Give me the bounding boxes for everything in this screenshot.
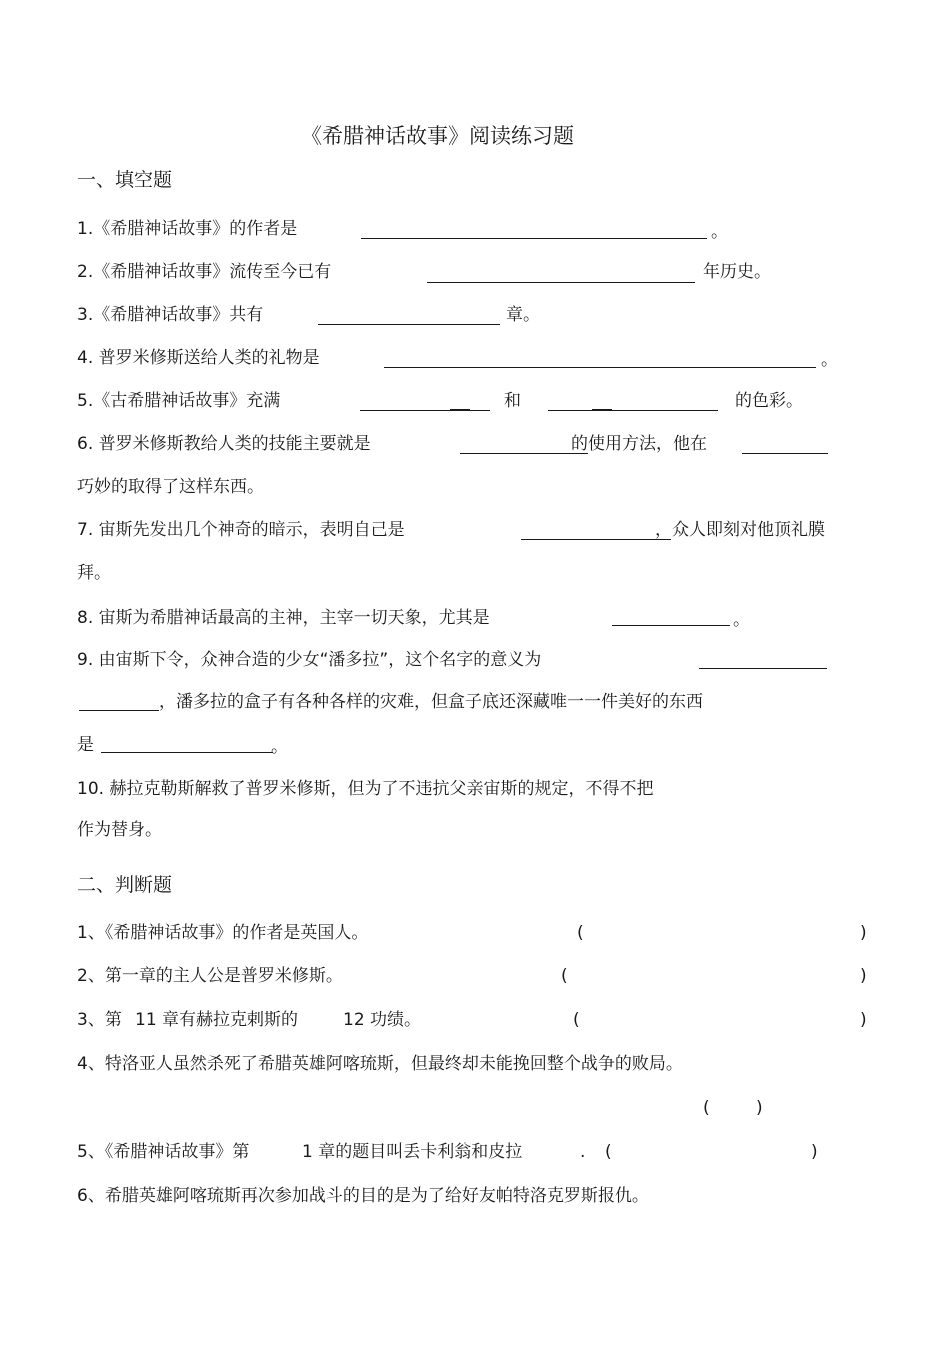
q4-text: 4. 普罗米修斯送给人类的礼物是 bbox=[77, 348, 320, 368]
q8-text: 8. 宙斯为希腊神话最高的主神，主宰一切天象，尤其是 bbox=[77, 608, 490, 628]
q1-end: 。 bbox=[711, 222, 728, 242]
q7-cont: 拜。 bbox=[77, 563, 111, 583]
q9-blank-1a[interactable] bbox=[699, 668, 827, 669]
tf5-text-b: 1 章的题目叫丢卡利翁和皮拉 bbox=[302, 1142, 523, 1162]
q9-mid: ，潘多拉的盒子有各种各样的灾难，但盒子底还深藏唯一一件美好的东西 bbox=[159, 692, 703, 712]
q9-blank-2[interactable] bbox=[101, 752, 273, 753]
tf6-text: 6、希腊英雄阿喀琉斯再次参加战斗的目的是为了给好友帕特洛克罗斯报仇。 bbox=[77, 1186, 649, 1206]
q10-cont: 作为替身。 bbox=[77, 820, 162, 840]
q3-blank[interactable] bbox=[318, 324, 500, 325]
tf4-text: 4、特洛亚人虽然杀死了希腊英雄阿喀琉斯，但最终却未能挽回整个战争的败局。 bbox=[77, 1054, 683, 1074]
tf2-text: 2、第一章的主人公是普罗米修斯。 bbox=[77, 966, 343, 986]
q2-end: 年历史。 bbox=[703, 262, 771, 282]
tf3-paren-close[interactable]: ) bbox=[860, 1010, 867, 1030]
q4-end: 。 bbox=[821, 350, 838, 370]
q6-mid: 的使用方法，他在 bbox=[571, 434, 707, 454]
q10-text: 10. 赫拉克勒斯解救了普罗米修斯，但为了不违抗父亲宙斯的规定，不得不把 bbox=[77, 779, 654, 799]
tf4-paren-open[interactable]: ( bbox=[703, 1098, 710, 1118]
q7-text: 7. 宙斯先发出几个神奇的暗示，表明自己是 bbox=[77, 520, 405, 540]
section-heading-fill-in: 一、填空题 bbox=[77, 169, 173, 191]
tf5-text-c: . bbox=[580, 1142, 586, 1162]
q3-end: 章。 bbox=[506, 305, 540, 325]
tf1-paren-open[interactable]: ( bbox=[577, 923, 584, 943]
q8-end: 。 bbox=[733, 610, 750, 630]
q5-end: 的色彩。 bbox=[735, 391, 803, 411]
q9-end: 。 bbox=[271, 737, 288, 757]
q5-mid: 和 bbox=[504, 391, 521, 411]
tf4-paren-close[interactable]: ) bbox=[756, 1098, 763, 1118]
page-title: 《希腊神话故事》阅读练习题 bbox=[301, 124, 574, 148]
q6-cont: 巧妙的取得了这样东西。 bbox=[77, 477, 264, 497]
q2-blank[interactable] bbox=[427, 282, 695, 283]
q7-mid: ，众人即刻对他顶礼膜 bbox=[655, 520, 825, 540]
tf3-text-a: 3、第 bbox=[77, 1010, 122, 1030]
tf2-paren-open[interactable]: ( bbox=[561, 966, 568, 986]
tf2-paren-close[interactable]: ) bbox=[860, 966, 867, 986]
tf1-text: 1、《希腊神话故事》的作者是英国人。 bbox=[77, 923, 369, 943]
tf1-paren-close[interactable]: ) bbox=[860, 923, 867, 943]
q5-blank-2[interactable] bbox=[548, 410, 718, 411]
tf5-paren-close[interactable]: ) bbox=[811, 1142, 818, 1162]
tf3-text-c: 12 功绩。 bbox=[343, 1010, 422, 1030]
q9-cont: 是 bbox=[77, 735, 94, 755]
q5-blank-1[interactable] bbox=[360, 410, 490, 411]
tf3-text-b: 11 章有赫拉克剌斯的 bbox=[135, 1010, 299, 1030]
q1-blank[interactable] bbox=[361, 238, 707, 239]
q1-text: 1.《希腊神话故事》的作者是 bbox=[77, 219, 298, 239]
q4-blank[interactable] bbox=[384, 367, 816, 368]
q5-blank-2-mark bbox=[592, 409, 612, 411]
q2-text: 2.《希腊神话故事》流传至今已有 bbox=[77, 262, 332, 282]
section-heading-true-false: 二、判断题 bbox=[77, 874, 173, 896]
q5-blank-1-mark bbox=[450, 409, 470, 411]
tf3-paren-open[interactable]: ( bbox=[573, 1010, 580, 1030]
q5-text: 5.《古希腊神话故事》充满 bbox=[77, 391, 281, 411]
tf5-text-a: 5、《希腊神话故事》第 bbox=[77, 1142, 250, 1162]
q8-blank[interactable] bbox=[612, 625, 730, 626]
q6-text: 6. 普罗米修斯教给人类的技能主要就是 bbox=[77, 434, 371, 454]
q9-text: 9. 由宙斯下令，众神合造的少女“潘多拉”，这个名字的意义为 bbox=[77, 650, 542, 670]
q3-text: 3.《希腊神话故事》共有 bbox=[77, 305, 264, 325]
q6-blank-1[interactable] bbox=[460, 453, 588, 454]
q6-blank-2[interactable] bbox=[742, 453, 828, 454]
tf5-paren-open[interactable]: ( bbox=[605, 1142, 612, 1162]
q7-blank[interactable] bbox=[521, 539, 671, 540]
q9-blank-1b[interactable] bbox=[79, 710, 159, 711]
